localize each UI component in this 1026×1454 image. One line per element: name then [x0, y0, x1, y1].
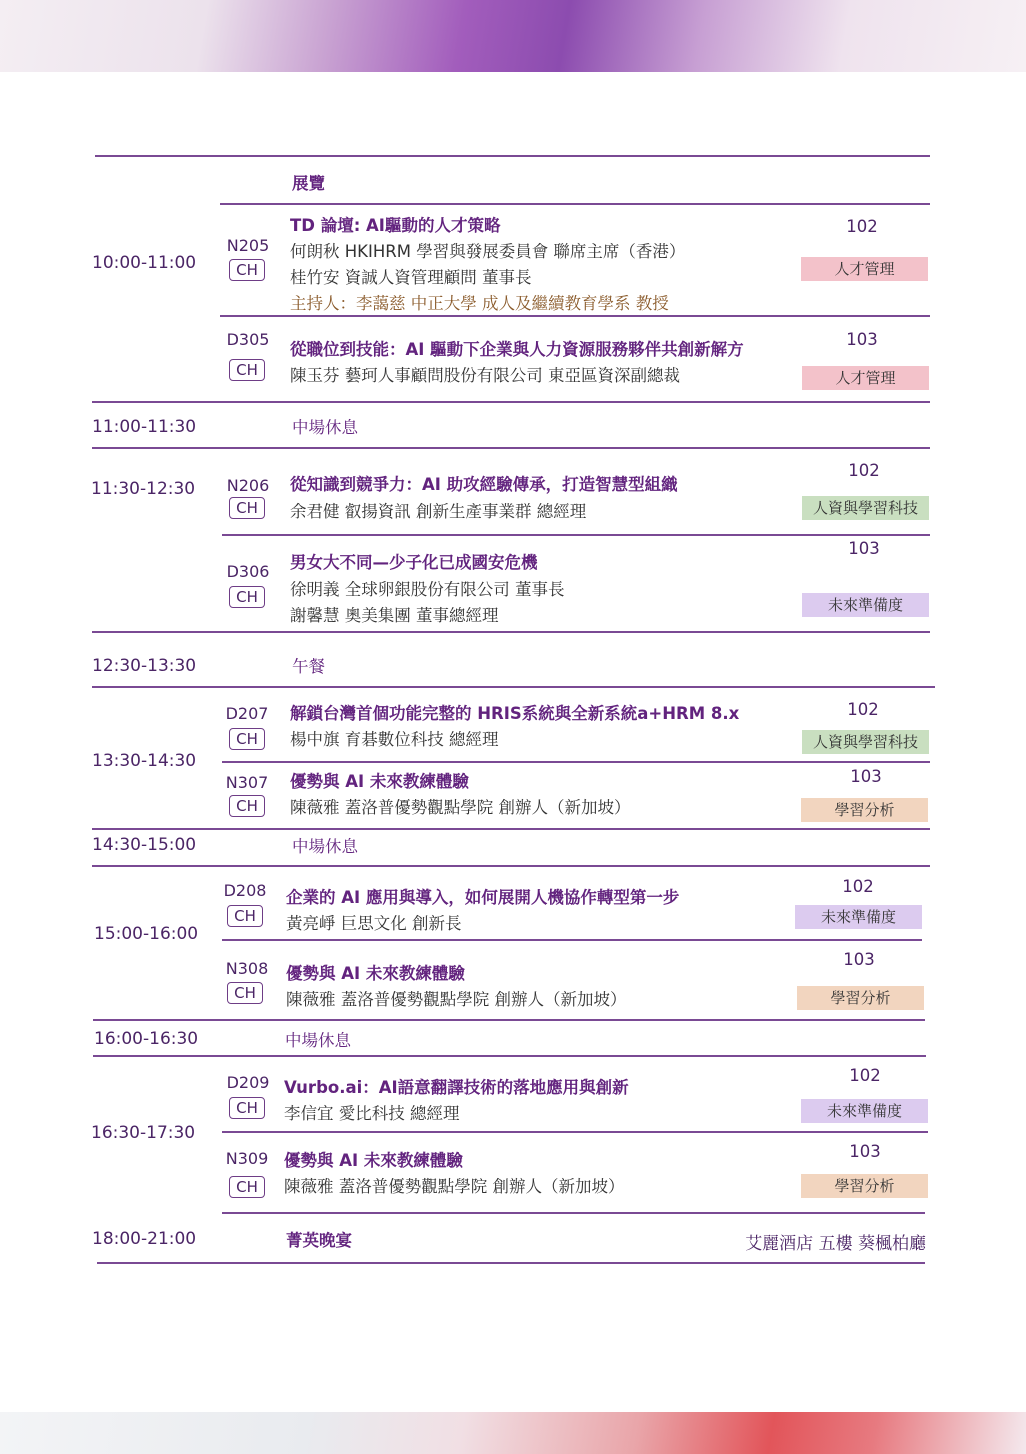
- time-slot: 11:00-11:30: [92, 417, 197, 437]
- room-code: D209: [226, 1073, 270, 1092]
- speaker: 余君健 叡揚資訊 創新生產事業群 總經理: [290, 502, 587, 521]
- language-badge: CH: [229, 259, 265, 281]
- language-badge: CH: [229, 497, 265, 519]
- speaker: 桂竹安 資誠人資管理顧問 董事長: [290, 268, 532, 287]
- speaker: 徐明義 全球卵銀股份有限公司 董事長: [290, 580, 565, 599]
- hall-number: 103: [848, 539, 880, 558]
- category-tag: 未來準備度: [801, 1099, 928, 1123]
- row-divider: [92, 447, 930, 449]
- speaker: 楊中旗 育碁數位科技 總經理: [290, 730, 499, 749]
- time-slot: 13:30-14:30: [92, 751, 197, 771]
- language-badge: CH: [229, 1097, 265, 1119]
- time-slot: 15:00-16:00: [94, 924, 199, 944]
- room-code: D306: [226, 562, 270, 581]
- room-code: N205: [226, 236, 270, 255]
- time-slot: 18:00-21:00: [92, 1229, 197, 1249]
- room-code: D207: [225, 704, 269, 723]
- speaker: 黃亮崢 巨思文化 創新長: [286, 914, 462, 933]
- language-badge: CH: [227, 905, 263, 927]
- speaker: 陳薇雅 蓋洛普優勢觀點學院 創辦人（新加坡）: [284, 1177, 625, 1196]
- row-divider: [222, 534, 930, 536]
- hall-number: 102: [847, 700, 879, 719]
- session-title: 從職位到技能：AI 驅動下企業與人力資源服務夥伴共創新解方: [290, 340, 744, 359]
- category-tag: 人才管理: [801, 257, 928, 281]
- session-title: 優勢與 AI 未來教練體驗: [284, 1151, 463, 1170]
- hall-number: 103: [846, 330, 878, 349]
- language-badge: CH: [227, 982, 263, 1004]
- category-tag: 學習分析: [801, 1174, 928, 1198]
- hall-number: 103: [843, 950, 875, 969]
- session-title: TD 論壇: AI驅動的人才策略: [290, 216, 501, 235]
- speaker: 何朗秋 HKIHRM 學習與發展委員會 聯席主席（香港）: [290, 242, 686, 261]
- room-code: N308: [225, 959, 269, 978]
- category-tag: 未來準備度: [795, 905, 922, 929]
- session-title: 優勢與 AI 未來教練體驗: [290, 772, 469, 791]
- row-divider: [95, 155, 930, 157]
- room-code: N307: [225, 773, 269, 792]
- hall-number: 103: [849, 1142, 881, 1161]
- row-divider: [92, 686, 935, 688]
- row-divider: [93, 1055, 926, 1057]
- row-divider: [92, 631, 930, 633]
- category-tag: 人資與學習科技: [802, 496, 929, 520]
- speaker: 李信宜 愛比科技 總經理: [284, 1104, 460, 1123]
- dinner-label: 菁英晚宴: [286, 1231, 352, 1250]
- time-slot: 16:30-17:30: [91, 1123, 196, 1143]
- break-label: 中場休息: [285, 1031, 351, 1050]
- row-divider: [222, 761, 930, 763]
- session-title: Vurbo.ai：AI語意翻譯技術的落地應用與創新: [284, 1078, 629, 1097]
- row-divider: [92, 828, 930, 830]
- session-title: 優勢與 AI 未來教練體驗: [286, 964, 465, 983]
- row-divider: [93, 1019, 925, 1021]
- bottom-decorative-band: [0, 1412, 1026, 1454]
- category-tag: 學習分析: [801, 798, 928, 822]
- session-title: 從知識到競爭力：AI 助攻經驗傳承，打造智慧型組織: [290, 475, 678, 494]
- lunch-label: 午餐: [292, 657, 325, 676]
- time-slot: 11:30-12:30: [91, 479, 196, 499]
- row-divider: [92, 401, 930, 403]
- language-badge: CH: [229, 1176, 265, 1198]
- dinner-venue: 艾麗酒店 五樓 葵楓柏廳: [745, 1234, 926, 1254]
- hall-number: 103: [850, 767, 882, 786]
- row-divider: [222, 1131, 928, 1133]
- row-divider: [92, 865, 930, 867]
- language-badge: CH: [229, 728, 265, 750]
- row-divider: [222, 1212, 925, 1214]
- break-label: 中場休息: [292, 837, 358, 856]
- row-divider: [97, 1262, 925, 1264]
- speaker: 陳玉芬 藝珂人事顧問股份有限公司 東亞區資深副總裁: [290, 366, 680, 385]
- expo-label: 展覽: [292, 174, 325, 193]
- row-divider: [222, 939, 922, 941]
- time-slot: 10:00-11:00: [92, 253, 197, 273]
- speaker: 謝馨慧 奧美集團 董事總經理: [290, 606, 499, 625]
- time-slot: 12:30-13:30: [92, 656, 197, 676]
- break-label: 中場休息: [292, 418, 358, 437]
- category-tag: 人資與學習科技: [802, 730, 929, 754]
- row-divider: [220, 203, 930, 205]
- session-title: 男女大不同—少子化已成國安危機: [290, 553, 538, 572]
- room-code: D305: [226, 330, 270, 349]
- time-slot: 14:30-15:00: [92, 835, 197, 855]
- language-badge: CH: [229, 359, 265, 381]
- row-divider: [220, 315, 930, 317]
- host: 主持人：李藹慈 中正大學 成人及繼續教育學系 教授: [290, 294, 669, 313]
- hall-number: 102: [849, 1066, 881, 1085]
- room-code: N206: [226, 476, 270, 495]
- language-badge: CH: [229, 586, 265, 608]
- hall-number: 102: [842, 877, 874, 896]
- category-tag: 人才管理: [802, 366, 929, 390]
- speaker: 陳薇雅 蓋洛普優勢觀點學院 創辦人（新加坡）: [286, 990, 627, 1009]
- hall-number: 102: [846, 217, 878, 236]
- hall-number: 102: [848, 461, 880, 480]
- category-tag: 學習分析: [797, 986, 924, 1010]
- session-title: 企業的 AI 應用與導入，如何展開人機協作轉型第一步: [286, 888, 680, 907]
- speaker: 陳薇雅 蓋洛普優勢觀點學院 創辦人（新加坡）: [290, 798, 631, 817]
- room-code: N309: [225, 1149, 269, 1168]
- language-badge: CH: [229, 795, 265, 817]
- session-title: 解鎖台灣首個功能完整的 HRIS系統與全新系統a+HRM 8.x: [290, 704, 740, 723]
- room-code: D208: [223, 881, 267, 900]
- time-slot: 16:00-16:30: [94, 1029, 199, 1049]
- category-tag: 未來準備度: [802, 593, 929, 617]
